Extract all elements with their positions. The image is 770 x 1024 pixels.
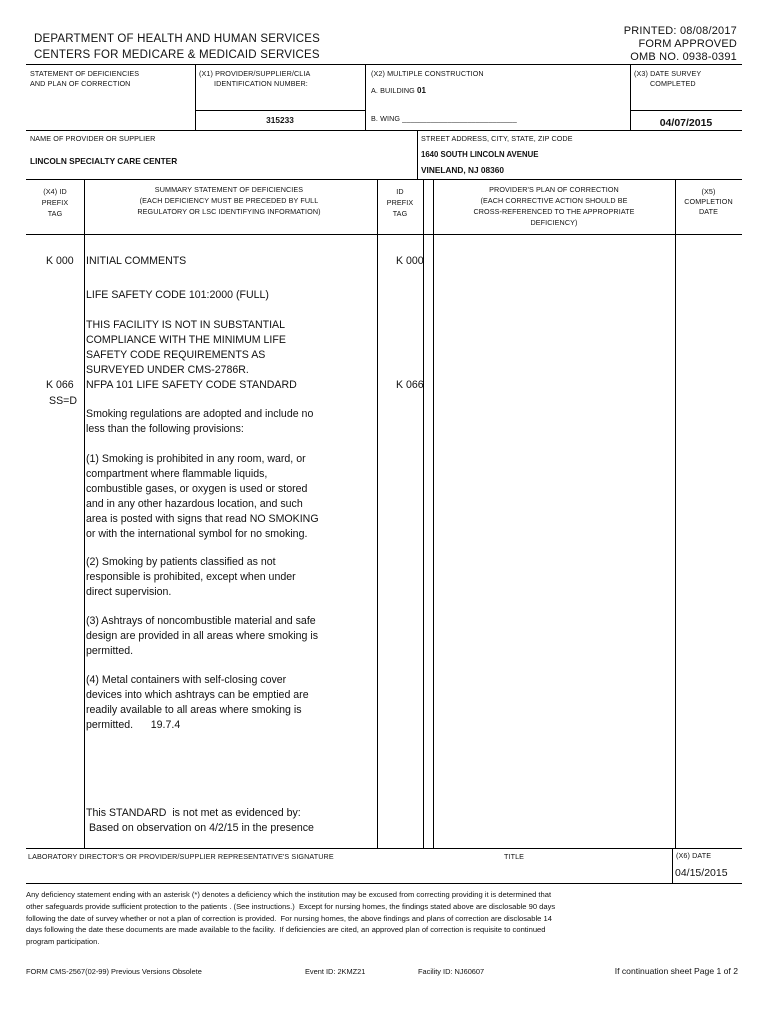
continuation-sheet: If continuation sheet Page 1 of 2 <box>614 966 738 976</box>
signature-label: LABORATORY DIRECTOR'S OR PROVIDER/SUPPLIER REPRESENTATIVE'S SIGNATURE <box>28 852 334 861</box>
x1-box-divider <box>195 110 365 111</box>
column-header-divider <box>26 234 742 235</box>
title-label: TITLE <box>504 852 525 861</box>
address-label: STREET ADDRESS, CITY, STATE, ZIP CODE <box>421 134 573 143</box>
street-address: 1640 SOUTH LINCOLN AVENUE <box>421 150 539 159</box>
provider-name-label: NAME OF PROVIDER OR SUPPLIER <box>30 134 156 143</box>
x3-label-2: COMPLETED <box>650 79 696 88</box>
summary-header-3: REGULATORY OR LSC IDENTIFYING INFORMATION) <box>137 207 321 216</box>
id-header-2: PREFIX <box>386 198 414 207</box>
x6-date-label: (X6) DATE <box>676 851 712 860</box>
ss-code: SS=D <box>49 395 77 407</box>
provider-number: 315233 <box>266 115 294 125</box>
plan-header-2: (EACH CORRECTIVE ACTION SHOULD BE <box>480 196 628 205</box>
provider-row-divider <box>26 179 742 180</box>
provision-2: (2) Smoking by patients classified as not responsible is prohibited, except when under direct supervision. <box>86 556 296 599</box>
col-line-1 <box>84 179 85 848</box>
compliance-paragraph: THIS FACILITY IS NOT IN SUBSTANTIAL COMPLIANCE WITH THE MINIMUM LIFE SAFETY CODE REQUIREMENTS AS SURVEYED UNDER CMS-2786R. <box>86 319 286 377</box>
form-approved: FORM APPROVED <box>638 38 737 50</box>
x3-box-divider <box>630 110 742 111</box>
plan-header-4: DEFICIENCY) <box>530 218 578 227</box>
summary-header: SUMMARY STATEMENT OF DEFICIENCIES <box>154 185 304 194</box>
x5-header-3: DATE <box>698 207 719 216</box>
facility-id: Facility ID: NJ60607 <box>418 967 485 976</box>
standard-not-met: This STANDARD is not met as evidenced by: Based on observation on 4/2/15 in the presence <box>86 807 314 835</box>
printed-date: PRINTED: 08/08/2017 <box>623 25 737 37</box>
event-id: Event ID: 2KMZ21 <box>305 967 366 976</box>
id-header-3: TAG <box>392 209 408 218</box>
x3-label: (X3) DATE SURVEY <box>634 69 702 78</box>
city-state-zip: VINELAND, NJ 08360 <box>421 165 505 175</box>
statement-label-2: AND PLAN OF CORRECTION <box>30 79 131 88</box>
signature-date: 04/15/2015 <box>675 867 728 879</box>
disclaimer-text: Any deficiency statement ending with an asterisk (*) denotes a deficiency which the institution may be excused from correcting providing it is determined that other safeguards provide sufficient protection to the patients . (See instructions.) Except for nursing homes, the findings stated above are disclosable 90 days following the date of survey whether or not a plan of correction is provided. For nursing homes, the above findings and plans of correction are disclosable 14 days following the date these documents are made available to the facility. If deficiencies are cited, an approved plan of correction is requisite to continued program participation. <box>26 890 556 947</box>
signature-date-line <box>672 848 673 883</box>
smoking-regulations: Smoking regulations are adopted and include no less than the following provisions: <box>86 408 314 436</box>
signature-top-line <box>26 848 742 849</box>
x4-header: (X4) ID <box>43 187 67 196</box>
omb-number: OMB NO. 0938-0391 <box>630 51 737 63</box>
col-line-5 <box>675 179 676 848</box>
tag-k066-right: K 066 <box>396 379 424 391</box>
wing-label: B. WING ____________________________ <box>371 114 517 123</box>
initial-comments: INITIAL COMMENTS <box>86 255 187 267</box>
building-line <box>371 86 426 95</box>
building-label: A. BUILDING <box>371 86 415 95</box>
col-line-3 <box>423 179 424 848</box>
summary-header-2: (EACH DEFICIENCY MUST BE PRECEDED BY FULL <box>139 196 319 205</box>
x2-left-line <box>365 64 366 130</box>
plan-header-3: CROSS-REFERENCED TO THE APPROPRIATE <box>473 207 635 216</box>
plan-header: PROVIDER'S PLAN OF CORRECTION <box>489 185 619 194</box>
building-value: 01 <box>416 86 427 95</box>
top-box-border <box>26 64 742 65</box>
provision-1: (1) Smoking is prohibited in any room, ward, or compartment where flammable liquids, combustible gases, or oxygen is used or stored and in any other hazardous location, and such area is posted with signs that read NO SMOKING or with the international symbol for no smoking. <box>86 453 319 541</box>
agency-name: CENTERS FOR MEDICARE & MEDICAID SERVICES <box>34 49 320 61</box>
form-number: FORM CMS-2567(02-99) Previous Versions Obsolete <box>26 967 202 976</box>
x5-header-2: COMPLETION <box>684 197 733 206</box>
top-box-divider <box>26 130 742 131</box>
statement-label: STATEMENT OF DEFICIENCIES <box>30 69 140 78</box>
x5-header: (X5) <box>701 187 716 196</box>
x1-label: (X1) PROVIDER/SUPPLIER/CLIA <box>199 69 311 78</box>
x4-header-2: PREFIX <box>41 198 69 207</box>
address-left-line <box>417 130 418 179</box>
department-name: DEPARTMENT OF HEALTH AND HUMAN SERVICES <box>34 33 320 45</box>
x2-label: (X2) MULTIPLE CONSTRUCTION <box>371 69 484 78</box>
tag-k000: K 000 <box>46 255 74 267</box>
x1-label-2: IDENTIFICATION NUMBER: <box>214 79 308 88</box>
signature-bottom-line <box>26 883 742 884</box>
id-header: ID <box>396 187 404 196</box>
col-line-2 <box>377 179 378 848</box>
survey-date: 04/07/2015 <box>659 117 713 129</box>
tag-k000-right: K 000 <box>396 255 424 267</box>
provision-3: (3) Ashtrays of noncombustible material and safe design are provided in all areas where smoking is permitted. <box>86 615 319 658</box>
x4-header-3: TAG <box>47 209 63 218</box>
nfpa-standard: NFPA 101 LIFE SAFETY CODE STANDARD <box>86 379 297 391</box>
provider-name: LINCOLN SPECIALTY CARE CENTER <box>30 156 178 166</box>
life-safety-code: LIFE SAFETY CODE 101:2000 (FULL) <box>86 289 269 301</box>
tag-k066: K 066 <box>46 379 74 391</box>
col-line-4 <box>433 179 434 848</box>
provision-4: (4) Metal containers with self-closing cover devices into which ashtrays can be emptied are readily available to all areas where smoking is permitted. 19.7.4 <box>86 674 309 732</box>
